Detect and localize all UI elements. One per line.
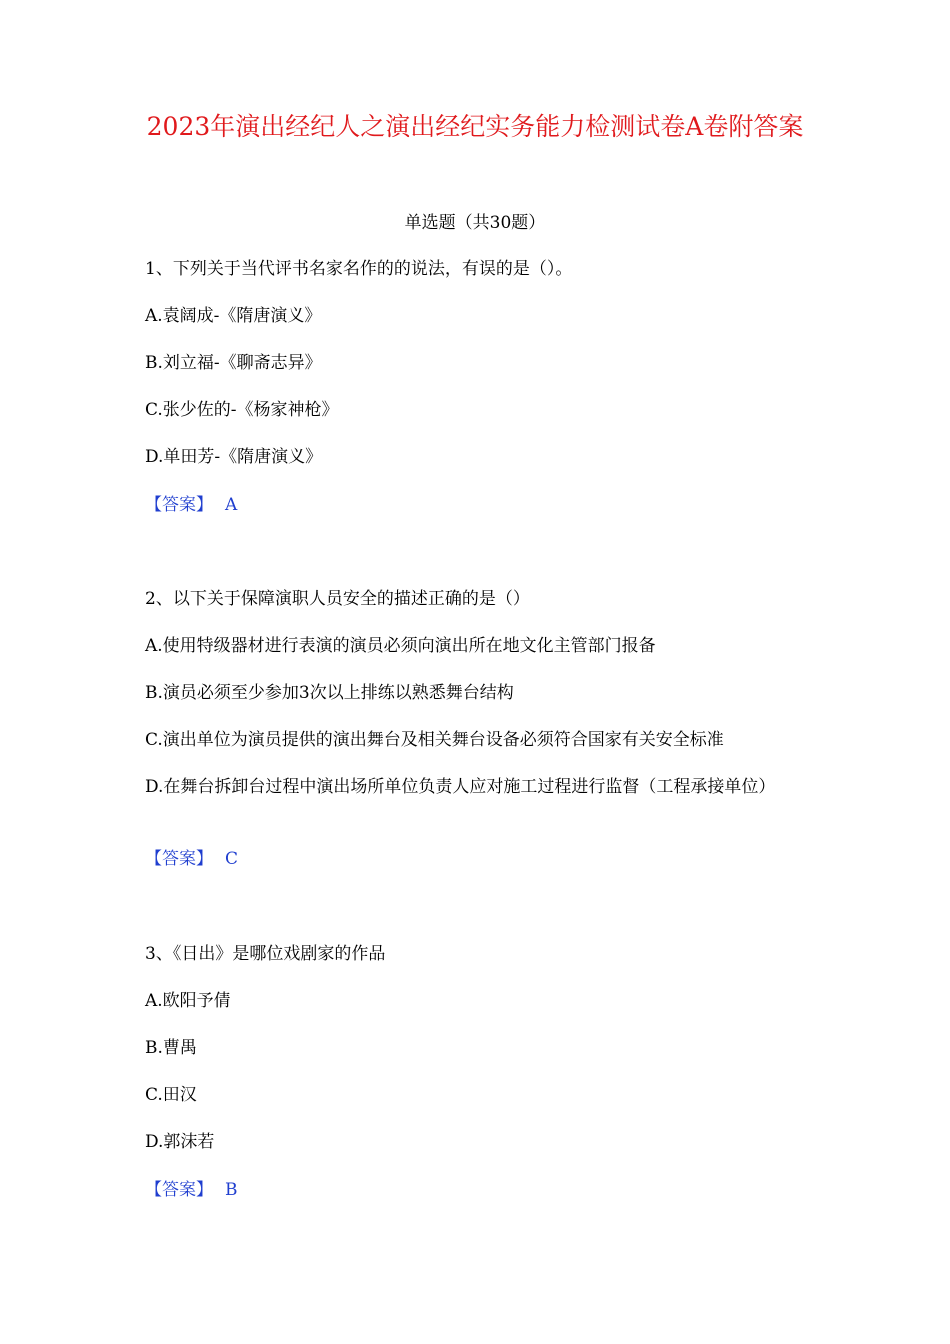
question-stem: 3、《日出》是哪位戏剧家的作品 bbox=[145, 944, 386, 964]
section-heading: 单选题（共30题） bbox=[404, 213, 546, 233]
answer-value: B bbox=[225, 1180, 238, 1200]
answer-value: A bbox=[225, 495, 238, 515]
option-b: B.演员必须至少参加3次以上排练以熟悉舞台结构 bbox=[145, 683, 514, 703]
option-d: D.在舞台拆卸台过程中演出场所单位负责人应对施工过程进行监督（工程承接单位） bbox=[145, 777, 776, 797]
answer-label: 【答案】 bbox=[145, 849, 213, 869]
answer-line bbox=[145, 1179, 238, 1202]
answer-label: 【答案】 bbox=[145, 1180, 213, 1200]
option-b: B.刘立福-《聊斋志异》 bbox=[145, 353, 322, 373]
answer-label: 【答案】 bbox=[145, 495, 213, 515]
answer-value: C bbox=[225, 849, 239, 869]
document-title: 2023年演出经纪人之演出经纪实务能力检测试卷A卷附答案 bbox=[146, 112, 804, 141]
question-stem: 2、以下关于保障演职人员安全的描述正确的是（） bbox=[145, 589, 530, 609]
option-a: A.袁阔成-《隋唐演义》 bbox=[145, 306, 322, 326]
option-c: C.张少佐的-《杨家神枪》 bbox=[145, 400, 339, 420]
option-a: A.欧阳予倩 bbox=[145, 991, 231, 1011]
option-b: B.曹禺 bbox=[145, 1038, 197, 1058]
option-d: D.郭沫若 bbox=[145, 1132, 215, 1152]
question-stem: 1、下列关于当代评书名家名作的的说法，有误的是（）。 bbox=[145, 259, 573, 279]
option-a: A.使用特级器材进行表演的演员必须向演出所在地文化主管部门报备 bbox=[145, 636, 656, 656]
answer-line bbox=[145, 848, 238, 871]
option-c: C.演出单位为演员提供的演出舞台及相关舞台设备必须符合国家有关安全标准 bbox=[145, 730, 724, 750]
option-d: D.单田芳-《隋唐演义》 bbox=[145, 447, 323, 467]
option-c: C.田汉 bbox=[145, 1085, 197, 1105]
answer-line bbox=[145, 494, 237, 517]
